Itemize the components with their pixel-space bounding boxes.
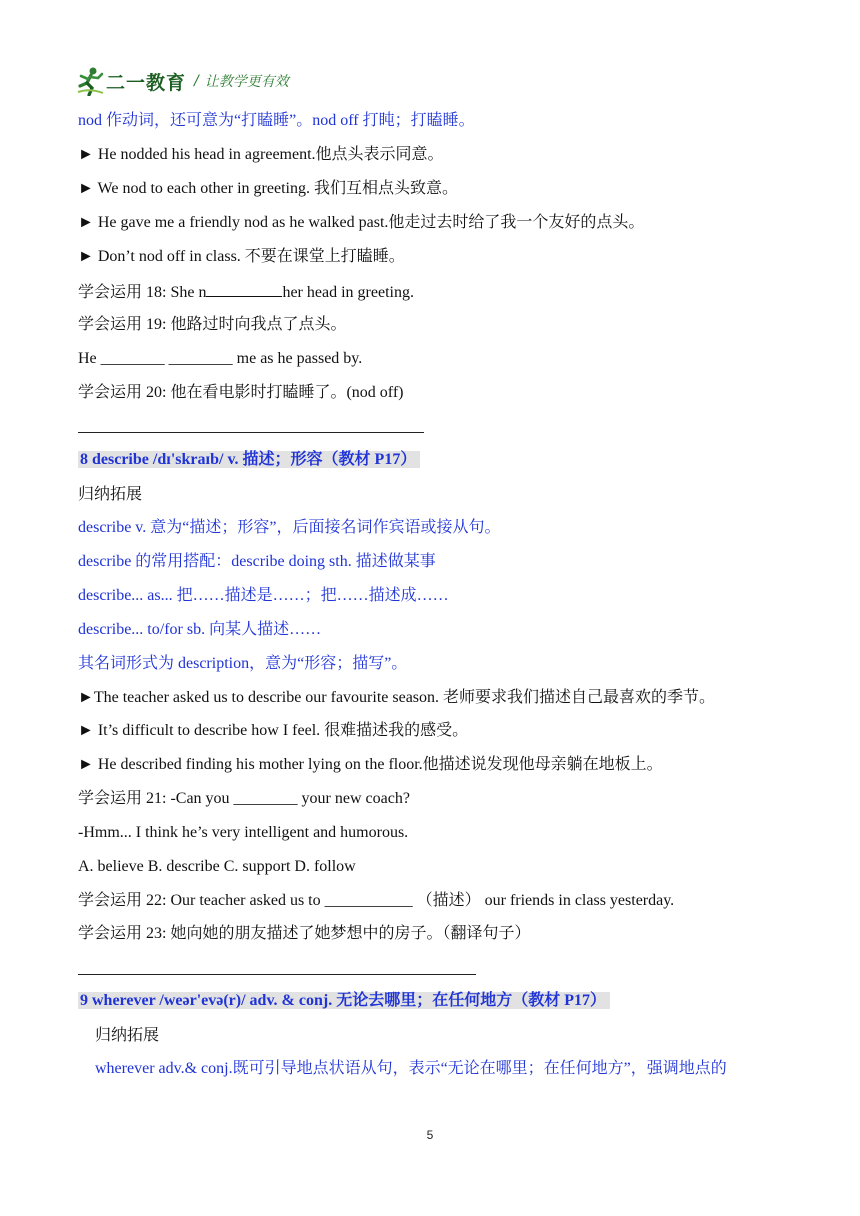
describe-collocation: describe 的常用搭配：describe doing sth. 描述做某事 — [78, 553, 436, 570]
header-slogan: 让教学更有效 — [204, 74, 289, 90]
exercise-20: 学会运用 20: 他在看电影时打瞌睡了。(nod off) — [78, 384, 404, 401]
answer-line — [78, 432, 424, 433]
exercise-21-options: A. believe B. describe C. support D. follow — [78, 858, 356, 875]
nod-definition: nod 作动词，还可意为“打瞌睡”。nod off 打盹；打瞌睡。 — [78, 112, 475, 129]
exercise-21: 学会运用 21: -Can you ________ your new coach? — [78, 790, 410, 807]
exercise-19: 学会运用 19: 他路过时向我点了点头。 — [78, 316, 347, 333]
runner-logo-icon — [76, 66, 104, 96]
example-sentence: ► He described finding his mother lying on the floor.他描述说发现他母亲躺在地板上。 — [78, 756, 663, 773]
describe-collocation: describe... as... 把……描述是……；把……描述成…… — [78, 587, 449, 604]
header — [76, 64, 289, 98]
exercise-22: 学会运用 22: Our teacher asked us to ___________ （描述） our friends in class yesterday. — [78, 892, 675, 909]
answer-blank — [206, 280, 282, 297]
describe-definition: describe v. 意为“描述；形容”，后面接名词作宾语或接从句。 — [78, 519, 501, 536]
section-heading-9-text: 9 wherever /weər'evə(r)/ adv. & conj. 无论去哪里；在任何地方（教材 P17） — [78, 992, 610, 1009]
wherever-definition: wherever adv.& conj.既可引导地点状语从句，表示“无论在哪里；在任何地方”，强调地点的 — [95, 1060, 727, 1077]
subheading: 归纳拓展 — [78, 486, 143, 503]
subheading: 归纳拓展 — [95, 1027, 160, 1044]
logo-text: 二一教育 — [106, 71, 187, 94]
exercise-18-prefix: 学会运用 18: She n — [78, 284, 207, 301]
exercise-19-sentence: He ________ ________ me as he passed by. — [78, 350, 363, 367]
example-sentence: ► He gave me a friendly nod as he walked past.他走过去时给了我一个友好的点头。 — [78, 214, 645, 231]
exercise-18 — [78, 280, 414, 304]
header-separator: / — [194, 73, 199, 89]
example-sentence: ►The teacher asked us to describe our favourite season. 老师要求我们描述自己最喜欢的季节。 — [78, 689, 716, 706]
answer-line — [78, 974, 476, 975]
exercise-23: 学会运用 23: 她向她的朋友描述了她梦想中的房子。（翻译句子） — [78, 925, 531, 942]
example-sentence: ► We nod to each other in greeting. 我们互相点头致意。 — [78, 180, 458, 197]
describe-noun-form: 其名词形式为 description，意为“形容；描写”。 — [78, 655, 408, 672]
section-heading-8-text: 8 describe /dɪ'skraɪb/ v. 描述；形容（教材 P17） — [78, 451, 420, 468]
describe-collocation: describe... to/for sb. 向某人描述…… — [78, 621, 322, 638]
section-heading-8 — [78, 449, 420, 471]
exercise-21-reply: -Hmm... I think he’s very intelligent and humorous. — [78, 824, 409, 841]
example-sentence: ► Don’t nod off in class. 不要在课堂上打瞌睡。 — [78, 248, 405, 265]
example-sentence: ► It’s difficult to describe how I feel. 很难描述我的感受。 — [78, 722, 469, 739]
example-sentence: ► He nodded his head in agreement.他点头表示同意。 — [78, 146, 444, 163]
page-number: 5 — [426, 1128, 434, 1142]
section-heading-9 — [78, 990, 610, 1012]
exercise-18-suffix: her head in greeting. — [282, 284, 414, 301]
